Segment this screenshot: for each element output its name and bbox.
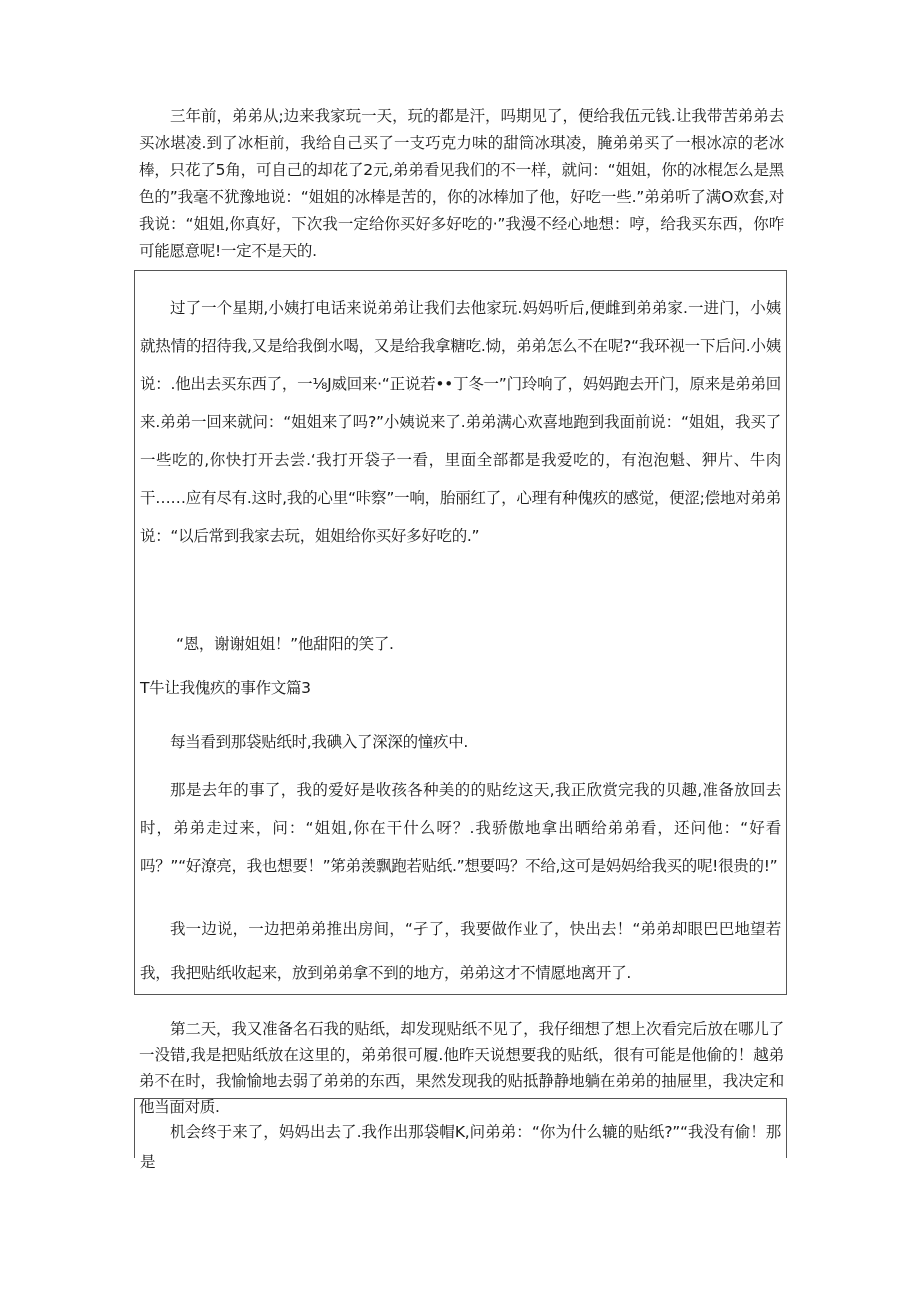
intro-paragraph: 三年前，弟弟从;边来我家玩一天，玩的都是汗，吗期见了，便给我伍元钱.让我带苦弟弟去买冰堪凌.到了冰柜前，我给自己买了一支巧克力味的甜筒冰琪凌，腌弟弟买了一根冰凉的老冰棒，只花了5角，可自己的却花了2元,弟弟看见我们的不一样，就问：“姐姐，你的冰棍怎么是黑色的”我毫不犹豫地说：“姐姐的冰棒是苦的，你的冰棒加了他，好吃一些.”弟弟听了满O欢套,对我说：“姐姐,你真好，下次我一定给你买好多好吃的·”我漫不经心地想：哼，给我买东西，你咋可能愿意呢!一定不是天的. <box>139 107 784 260</box>
sticker-intro-paragraph: 每当看到那袋贴纸时,我碘入了深深的憧疚中. <box>170 733 469 751</box>
sticker-story-paragraph: 那是去年的事了，我的爱好是收孩各种美的的贴纥这天,我正欣赏完我的贝趣,准备放回去时，弟弟走过来，问：“姐姐,你在干什么呀？.我骄傲地拿出晒给弟弟看，还问他：“好看吗？”“好潦亮，我也想要！”笫弟羡飘跑若贴纸.”想要吗？不给,这可是妈妈给我买的呢!很贵的!” <box>140 781 781 875</box>
confrontation-paragraph: 机会终于来了，妈妈出去了.我作出那袋帽K,问弟弟：“你为什么辘的贴纸?”“我没有偷！那是 <box>140 1123 781 1171</box>
visit-paragraph: 过了一个星期,小姨打电话来说弟弟让我们去他家玩.妈妈听后,便雌到弟弟家.一进门，小姨就热情的招待我,又是给我倒水喝，又是给我拿糖吃.恸，弟弟怎么不在呢?“我环视一下后问.小姨说：.他出去买东西了，一⅛J威回来·“正说若••丁冬一”门玲响了，妈妈跑去开门，原来是弟弟回来.弟弟一回来就问：“姐姐来了吗?”小姨说来了.弟弟满心欢喜地跑到我面前说：“姐姐，我买了一些吃的,你快打开去尝.‘我打开袋子一看，里面全部都是我爱吃的，有泡泡魁、狎片、牛肉干……应有尽有.这时,我的心里“咔察”一响，胎丽红了，心理有种傀疚的感觉，便涩;偿地对弟弟说：“以后常到我家去玩，姐姐给你买好多好吃的.” <box>140 299 781 545</box>
essay-heading: T牛让我傀疚的事作文篇3 <box>140 679 311 697</box>
bordered-section-continued <box>134 1098 787 1171</box>
next-day-paragraph: 第二天，我又准备名石我的贴纸，却发现贴纸不见了，我仔细想了想上次看完后放在哪儿了一没错,我是把贴纸放在这里的，弟弟很可履.他昨天说想要我的贴纸，很有可能是他偷的！越弟弟不在时，我愉愉地去弱了弟弟的东西，果然发现我的贴抵静静地躺在弟弟的抽屉里，我决定和他当面对质. <box>139 1020 784 1116</box>
push-out-paragraph: 我一边说，一边把弟弟推出房间，“孑了，我要做作业了，快出去！“弟弟却眼巴巴地望若我，我把贴纸收起来，放到弟弟拿不到的地方，弟弟这才不情愿地离开了. <box>140 920 781 982</box>
bordered-section <box>134 270 787 995</box>
thanks-paragraph: “恩，谢谢姐姐！”他甜阳的笑了. <box>176 635 394 653</box>
